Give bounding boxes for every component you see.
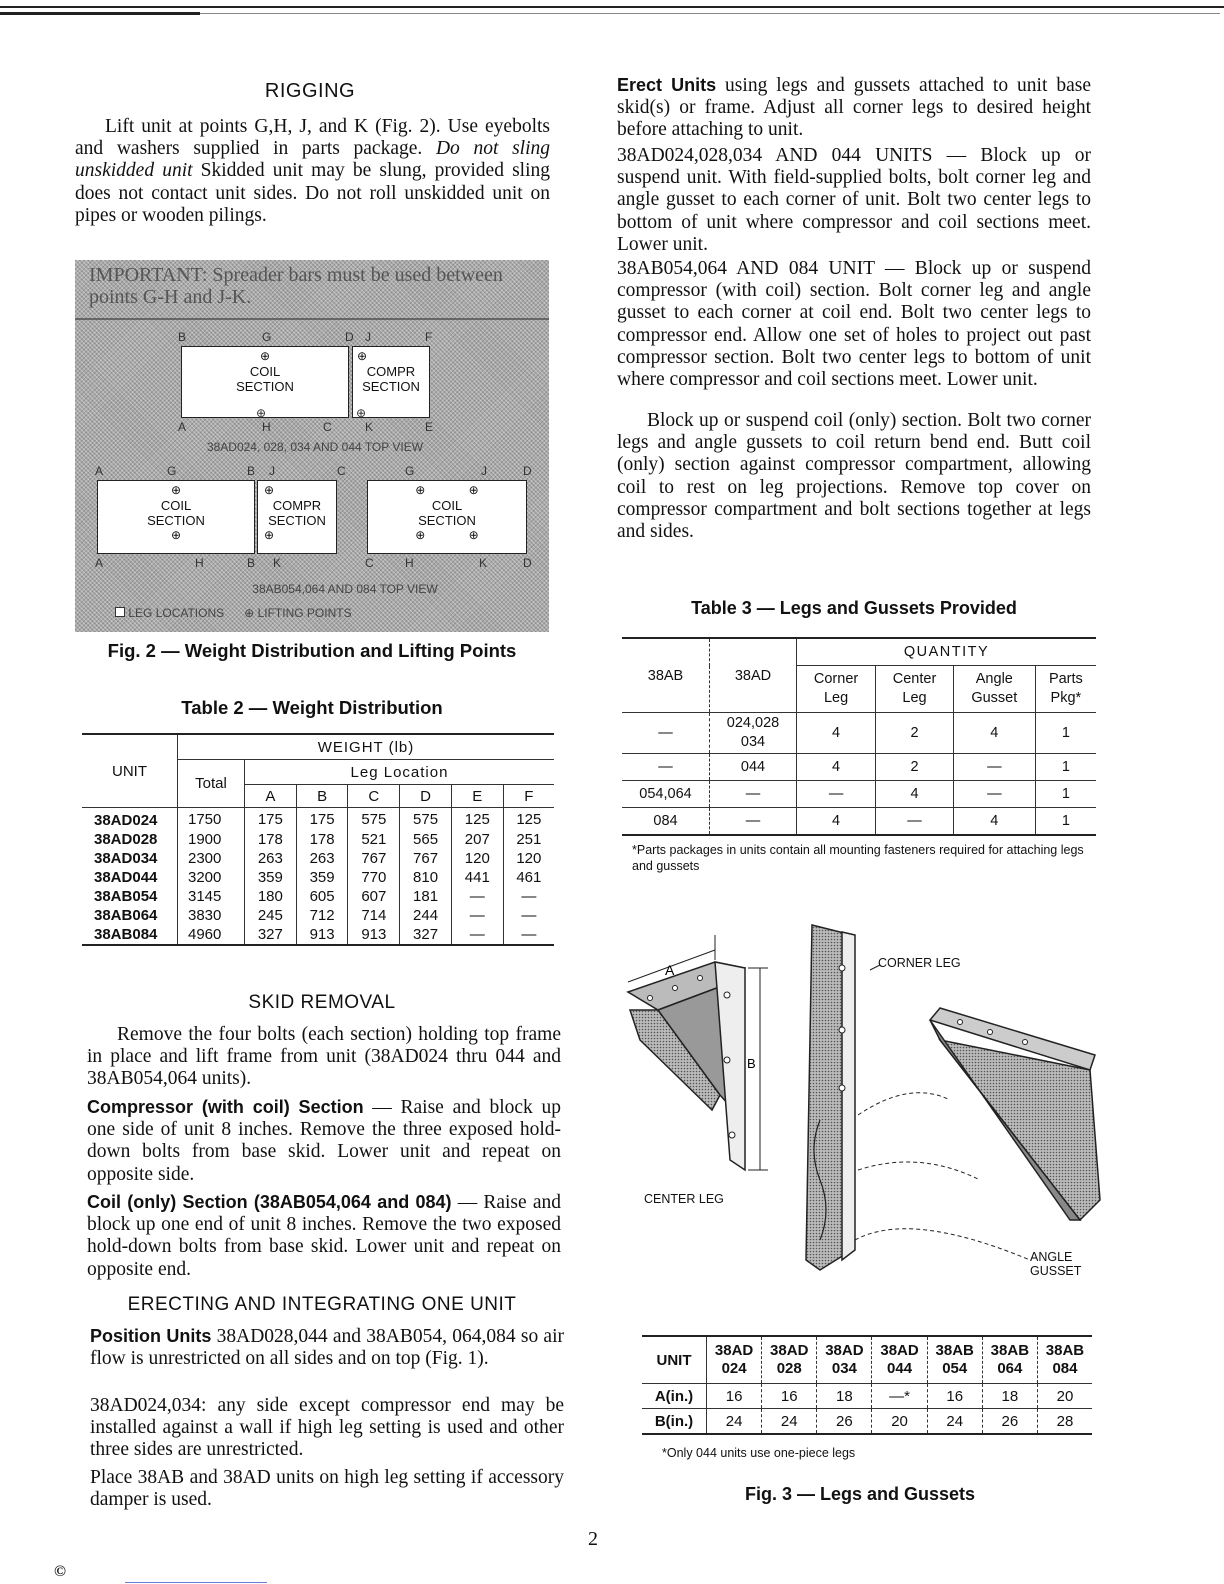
angle-cell: — (953, 754, 1035, 781)
angle-gusset-line1: Angle (975, 671, 1013, 687)
left-gusset-drawing (628, 935, 768, 1170)
position-units-text: 38AD028,044 and 38AB054, 064,084 so air flow is unrestricted on all sides and on top (Fig. 1). (90, 1326, 564, 1370)
rigging-heading: RIGGING (264, 80, 356, 102)
38ad-units-paragraph: 38AD024,028,034 AND 044 UNITS — Block up or suspend unit. With field-supplied bolts, bolt corner leg and angle gusset to each corner of unit. Bolt two center legs to bottom of unit where compressor and coil sections meet. Lower unit. (617, 145, 1091, 255)
model-series: 38AB (990, 1342, 1030, 1359)
angle-gusset-header (953, 666, 1035, 713)
top-letter: K (365, 420, 374, 434)
model-header (1037, 1336, 1092, 1384)
leg-weight-cell: 575 (348, 808, 400, 831)
leg-weight-cell: 120 (516, 850, 542, 867)
model-header (762, 1336, 817, 1384)
38ad-value: 024,028 (726, 715, 780, 731)
corner-cell: 4 (797, 713, 876, 754)
corner-leg-line1: Corner (813, 671, 859, 687)
compressor-text: — Raise and block up one side of unit 8 inches. Remove the three exposed hold-down bolts from base skid. Lower unit and repeat on opposite side. (87, 1097, 561, 1185)
lift-point-icon: ⊕ (170, 483, 182, 497)
bottom-letter: B (247, 464, 256, 478)
parts-cell: 1 (1061, 786, 1070, 802)
model-size: 028 (776, 1360, 802, 1377)
top-letter: J (365, 330, 371, 344)
38ad-cell (710, 754, 797, 781)
coil-section-paragraph (87, 1191, 561, 1281)
model-size: 044 (887, 1360, 913, 1377)
center-cell: 2 (876, 754, 954, 781)
parts-pkg-header (1035, 666, 1096, 713)
coil-label: COIL (431, 498, 463, 513)
top-rule-thin (200, 13, 1220, 14)
dimension-value: 16 (762, 1384, 817, 1409)
legs-gussets-table (622, 637, 1096, 836)
dimension-value: 20 (872, 1409, 927, 1435)
leg-weight-cell: 327 (245, 925, 297, 945)
section-label: SECTION (236, 379, 294, 394)
table3-title: Table 3 — Legs and Gussets Provided (691, 598, 1017, 618)
angle-cell: 4 (953, 713, 1035, 754)
leg-weight-cell: — (521, 907, 537, 924)
bottom-coil-section-right (367, 480, 527, 554)
position-units-runin: Position Units (90, 1326, 212, 1346)
38ab-cell: — (622, 713, 710, 754)
model-series: 38AD (825, 1342, 864, 1359)
leg-column-header: A (245, 785, 297, 808)
leg-column-header: F (503, 785, 554, 808)
bottom-letter: G (167, 464, 177, 478)
38ad-value: — (745, 812, 761, 829)
table-row (82, 830, 554, 849)
leg-weight-cell: 125 (516, 810, 542, 828)
center-leg-label: CENTER LEG (644, 1192, 724, 1206)
bottom-letter: A (95, 556, 104, 570)
weight-distribution-table (82, 733, 554, 946)
leg-weight-cell: 178 (245, 830, 297, 849)
rigging-paragraph (75, 116, 550, 227)
leg-location-header: Leg Location (245, 760, 555, 785)
bottom-letter: G (405, 464, 415, 478)
leg-column-header: E (451, 785, 503, 808)
corner-leg-line2: Leg (823, 690, 849, 706)
bottom-coil-section-left (97, 480, 255, 554)
model-series: 38AB (935, 1342, 974, 1359)
legend-leg-locations: LEG LOCATIONS (128, 606, 225, 620)
lift-point-icon: ⊕ (170, 528, 182, 542)
corner-leg-label: CORNER LEG (878, 956, 961, 970)
dimension-value: 28 (1056, 1412, 1074, 1430)
dimension-value: 18 (982, 1384, 1037, 1409)
leg-weight-cell: 175 (245, 808, 297, 831)
leg-weight-cell: 207 (451, 830, 503, 849)
leg-weight-cell: 565 (400, 830, 452, 849)
dimension-value: 20 (1056, 1387, 1074, 1405)
table-row (82, 925, 554, 945)
top-letter: G (262, 330, 272, 344)
corner-cell: — (797, 781, 876, 808)
dimension-value: —* (872, 1384, 927, 1409)
bottom-view-label: 38AB054,064 AND 084 TOP VIEW (252, 582, 438, 596)
col-38ab: 38AB (622, 638, 710, 713)
bottom-letter: H (195, 556, 204, 570)
38ab-cell: 084 (622, 808, 710, 836)
leg-weight-cell: 359 (296, 868, 348, 887)
38ad-cell (710, 713, 797, 754)
footer-logo-icon: © (54, 1563, 66, 1580)
leg-weight-cell: 712 (296, 906, 348, 925)
leg-weight-cell: 178 (296, 830, 348, 849)
angle-gusset-line2: Gusset (971, 690, 1018, 706)
section-label: SECTION (362, 379, 420, 394)
top-letter: B (178, 330, 187, 344)
leg-weight-cell: — (451, 906, 503, 925)
38ad024-paragraph: 38AD024,034: any side except compressor end may be installed against a wall if high leg setting is used and other three sides are unrestricted. (90, 1395, 564, 1461)
top-letter: A (178, 420, 187, 434)
center-cell: — (876, 808, 954, 836)
page-number: 2 (588, 1528, 598, 1550)
leg-weight-cell: 180 (245, 887, 297, 906)
leg-weight-cell: 575 (400, 808, 452, 831)
weight-header: WEIGHT (lb) (178, 734, 555, 760)
model-header (707, 1336, 762, 1384)
parts-pkg-line2: Pkg* (1050, 690, 1082, 706)
table-row (622, 754, 1096, 781)
dimension-value: 24 (927, 1409, 982, 1435)
38ab-cell: 054,064 (622, 781, 710, 808)
unit-cell: 38AD024 (82, 808, 178, 831)
corner-cell: 4 (797, 808, 876, 836)
dimension-value: 16 (927, 1384, 982, 1409)
total-header: Total (178, 760, 245, 808)
total-cell: 3145 (178, 887, 245, 906)
place-units-paragraph: Place 38AB and 38AD units on high leg setting if accessory damper is used. (90, 1467, 564, 1511)
leg-weight-cell: 770 (348, 868, 400, 887)
dim-b-label: B (747, 1056, 756, 1071)
table-row (622, 808, 1096, 836)
bottom-compr-section (257, 480, 337, 554)
dimension-row (642, 1409, 1092, 1435)
section-label: SECTION (268, 513, 326, 528)
table-row (622, 781, 1096, 808)
position-units-paragraph (90, 1325, 564, 1370)
fig2-diagram (75, 260, 549, 632)
leg-weight-cell: — (521, 888, 537, 905)
leg-weight-cell: 181 (400, 887, 452, 906)
leg-location-icon (115, 607, 125, 617)
total-cell: 3200 (178, 868, 245, 887)
total-cell: 3830 (178, 906, 245, 925)
bottom-letter: B (247, 556, 256, 570)
top-letter: C (323, 420, 332, 434)
lift-point-icon: ⊕ (356, 406, 367, 420)
block-up-paragraph: Block up or suspend coil (only) section. Bolt two corner legs and angle gussets to coil return bend end. Butt coil (only) section against compressor compartment, allowing coil to rest on leg projections. Remove top cover on compressor compartment and bolt sections together at legs and sides. (617, 410, 1091, 543)
lifting-point-icon: ⊕ (244, 606, 255, 620)
bottom-letter: C (365, 556, 374, 570)
erect-units-text: using legs and gussets attached to unit base skid(s) or frame. Adjust all corner legs to desired height before attaching to unit. (617, 75, 1091, 141)
table-row (622, 713, 1096, 754)
bottom-letter: K (479, 556, 488, 570)
38ad-value: 044 (740, 758, 766, 775)
model-header (872, 1336, 927, 1384)
top-letter: D (345, 330, 354, 344)
bottom-letter: K (273, 556, 282, 570)
38ab-unit-paragraph: 38AB054,064 AND 084 UNIT — Block up or suspend compressor (with coil) section. Bolt corner leg and angle gusset to each corner at coil end. Bolt two center legs to compressor end. Allow one set of holes to project out past compressor section. Bolt two center legs to bottom of unit where compressor and coil sections meet. Lower unit. (617, 258, 1091, 391)
dimension-value: 18 (817, 1384, 872, 1409)
center-leg-header (876, 666, 954, 713)
lift-point-icon: ⊕ (357, 349, 368, 363)
leg-weight-cell: 461 (516, 869, 542, 886)
total-cell: 1900 (178, 830, 245, 849)
compr-label: COMPR (366, 364, 416, 379)
erect-units-runin: Erect Units (617, 75, 717, 95)
rigging-text-italic: Do not sling unskidded unit (75, 138, 550, 182)
dimension-value: 26 (982, 1409, 1037, 1435)
leg-column-header: B (296, 785, 348, 808)
leg-weight-cell: 120 (451, 849, 503, 868)
38ad-cell (710, 808, 797, 836)
bottom-letter: D (523, 464, 532, 478)
compressor-runin: Compressor (with coil) Section (87, 1097, 364, 1117)
dimension-value: 26 (817, 1409, 872, 1435)
lift-point-icon: ⊕ (264, 528, 275, 542)
fig3-footnote: *Only 044 units use one-piece legs (662, 1446, 856, 1460)
table3-footnote: *Parts packages in units contain all mounting fasteners required for attaching legs and gussets (632, 843, 1084, 873)
unit-cell: 38AD028 (82, 830, 178, 849)
model-size: 084 (1052, 1360, 1078, 1377)
model-size: 034 (831, 1360, 857, 1377)
fig2-important-note: IMPORTANT: Spreader bars must be used between points G-H and J-K. (89, 264, 503, 308)
angle-cell: — (953, 781, 1035, 808)
center-cell: 4 (876, 781, 954, 808)
leg-weight-cell: 767 (348, 849, 400, 868)
leg-weight-cell: 521 (348, 830, 400, 849)
angle-cell: 4 (953, 808, 1035, 836)
leg-column-header: C (348, 785, 400, 808)
parts-cell: 1 (1061, 813, 1070, 829)
leg-weight-cell: 810 (400, 868, 452, 887)
bottom-letter: A (95, 464, 104, 478)
leg-weight-cell: — (451, 887, 503, 906)
table-row (82, 887, 554, 906)
bottom-letter: D (523, 556, 532, 570)
erecting-heading: ERECTING AND INTEGRATING ONE UNIT (127, 1294, 517, 1315)
38ad-cell (710, 781, 797, 808)
leg-weight-cell: 607 (348, 887, 400, 906)
model-size: 054 (942, 1360, 968, 1377)
total-cell: 2300 (178, 849, 245, 868)
rigging-text-start: Lift unit at points G,H, J, and K (Fig. 2). Use eyebolts and washers supplied in parts package. (75, 116, 550, 160)
skid-removal-heading: SKID REMOVAL (248, 992, 396, 1013)
unit-header: UNIT (642, 1336, 707, 1384)
dim-a-label: A (665, 962, 675, 978)
model-header (927, 1336, 982, 1384)
fig3-caption: Fig. 3 — Legs and Gussets (744, 1484, 976, 1504)
parts-pkg-line1: Parts (1048, 671, 1083, 687)
table-row (82, 849, 554, 868)
footer-rule (125, 1582, 267, 1583)
leg-weight-cell: 245 (245, 906, 297, 925)
dimension-label: A(in.) (642, 1384, 707, 1409)
leg-weight-cell: 913 (348, 925, 400, 945)
leg-weight-cell: 244 (400, 906, 452, 925)
unit-cell: 38AD044 (82, 868, 178, 887)
leg-weight-cell: 125 (451, 808, 503, 831)
compr-label: COMPR (272, 498, 322, 513)
angle-gusset-label (1030, 1250, 1081, 1278)
table-row (82, 868, 554, 887)
leg-weight-cell: 441 (451, 868, 503, 887)
top-rule-thick (0, 12, 200, 15)
fig2-divider (75, 318, 549, 320)
unit-cell: 38AB084 (82, 925, 178, 945)
fig2-legend (115, 606, 515, 620)
leg-weight-cell: — (521, 926, 537, 943)
leg-weight-cell: 175 (296, 808, 348, 831)
table-row (82, 906, 554, 925)
top-view-label: 38AD024, 028, 034 AND 044 TOP VIEW (206, 440, 424, 454)
center-leg-line1: Center (892, 671, 937, 687)
angle-gusset-line1: ANGLE (1030, 1250, 1073, 1264)
leg-weight-cell: — (451, 925, 503, 945)
dimension-value: 24 (707, 1409, 762, 1435)
38ad-value: — (745, 785, 761, 802)
quantity-header: QUANTITY (797, 638, 1097, 666)
top-letter: H (262, 420, 271, 434)
leg-weight-cell: 913 (296, 925, 348, 945)
coil-label: COIL (160, 498, 192, 513)
compressor-section-paragraph (87, 1096, 561, 1186)
unit-header: UNIT (82, 734, 178, 808)
leg-dimensions-table (642, 1335, 1092, 1435)
col-38ad: 38AD (710, 638, 797, 713)
coil-runin: Coil (only) Section (38AB054,064 and 084) (87, 1192, 452, 1212)
dimension-label: B(in.) (642, 1409, 707, 1435)
fig2-caption: Fig. 2 — Weight Distribution and Lifting Points (107, 640, 517, 661)
unit-cell: 38AB064 (82, 906, 178, 925)
lift-point-icon: ⊕ (264, 483, 275, 497)
table-row (82, 808, 554, 831)
right-gusset-drawing (930, 1008, 1100, 1220)
rigging-text-end: Skidded unit may be slung, provided sling does not contact unit sides. Do not roll unskidded unit on pipes or wooden pilings. (75, 160, 550, 226)
skid-removal-paragraph: Remove the four bolts (each section) holding top frame in place and lift frame from unit (38AD024 thru 044 and 38AB054,064 units). (87, 1024, 561, 1090)
model-header (982, 1336, 1037, 1384)
lift-point-icons: ⊕ ⊕ (415, 528, 479, 542)
table2-title: Table 2 — Weight Distribution (181, 697, 443, 718)
center-cell: 2 (876, 713, 954, 754)
38ad-value: 034 (740, 734, 766, 750)
leg-weight-cell: 251 (516, 831, 542, 848)
unit-cell: 38AB054 (82, 887, 178, 906)
lift-point-icon: ⊕ (256, 406, 267, 420)
leg-weight-cell: 263 (245, 849, 297, 868)
corner-leg-header (797, 666, 876, 713)
top-rule (0, 6, 1224, 8)
bottom-letter: J (481, 464, 487, 478)
dimension-value: 24 (762, 1409, 817, 1435)
corner-cell: 4 (797, 754, 876, 781)
38ab-cell: — (622, 754, 710, 781)
total-cell: 4960 (178, 925, 245, 945)
center-leg-line2: Leg (902, 690, 927, 706)
bottom-letter: H (405, 556, 414, 570)
leg-weight-cell: 359 (245, 868, 297, 887)
angle-gusset-line2: GUSSET (1030, 1264, 1082, 1278)
model-size: 024 (721, 1360, 747, 1377)
total-cell: 1750 (178, 808, 245, 831)
model-series: 38AD (880, 1342, 919, 1359)
bottom-letter: J (269, 464, 275, 478)
parts-cell: 1 (1061, 759, 1070, 775)
leg-weight-cell: 714 (348, 906, 400, 925)
lift-point-icon: ⊕ (259, 349, 271, 363)
model-size: 064 (997, 1360, 1023, 1377)
leg-weight-cell: 605 (296, 887, 348, 906)
corner-leg-drawing (806, 925, 855, 1270)
model-series: 38AB (1045, 1342, 1085, 1359)
coil-text: — Raise and block up one end of unit 8 inches. Remove the two exposed hold-down bolts from base skid. Lower unit and repeat on opposite end. (87, 1192, 561, 1280)
section-label: SECTION (418, 513, 476, 528)
top-letter: F (425, 330, 433, 344)
leg-weight-cell: 263 (296, 849, 348, 868)
fig3-illustration (620, 920, 1120, 1300)
model-header (817, 1336, 872, 1384)
erect-units-paragraph (617, 74, 1091, 142)
legend-lifting-points: LIFTING POINTS (257, 606, 352, 620)
dimension-row (642, 1384, 1092, 1409)
leg-column-header: D (400, 785, 452, 808)
leg-weight-cell: 767 (400, 849, 452, 868)
model-series: 38AD (714, 1342, 754, 1359)
unit-cell: 38AD034 (82, 849, 178, 868)
parts-cell: 1 (1061, 725, 1070, 741)
top-letter: E (425, 420, 434, 434)
dimension-value: 16 (707, 1384, 762, 1409)
lift-point-icons: ⊕ ⊕ (415, 483, 479, 497)
section-label: SECTION (147, 513, 205, 528)
coil-label: COIL (249, 364, 281, 379)
model-series: 38AD (770, 1342, 809, 1359)
bottom-letter: C (337, 464, 346, 478)
leg-weight-cell: 327 (400, 925, 452, 945)
